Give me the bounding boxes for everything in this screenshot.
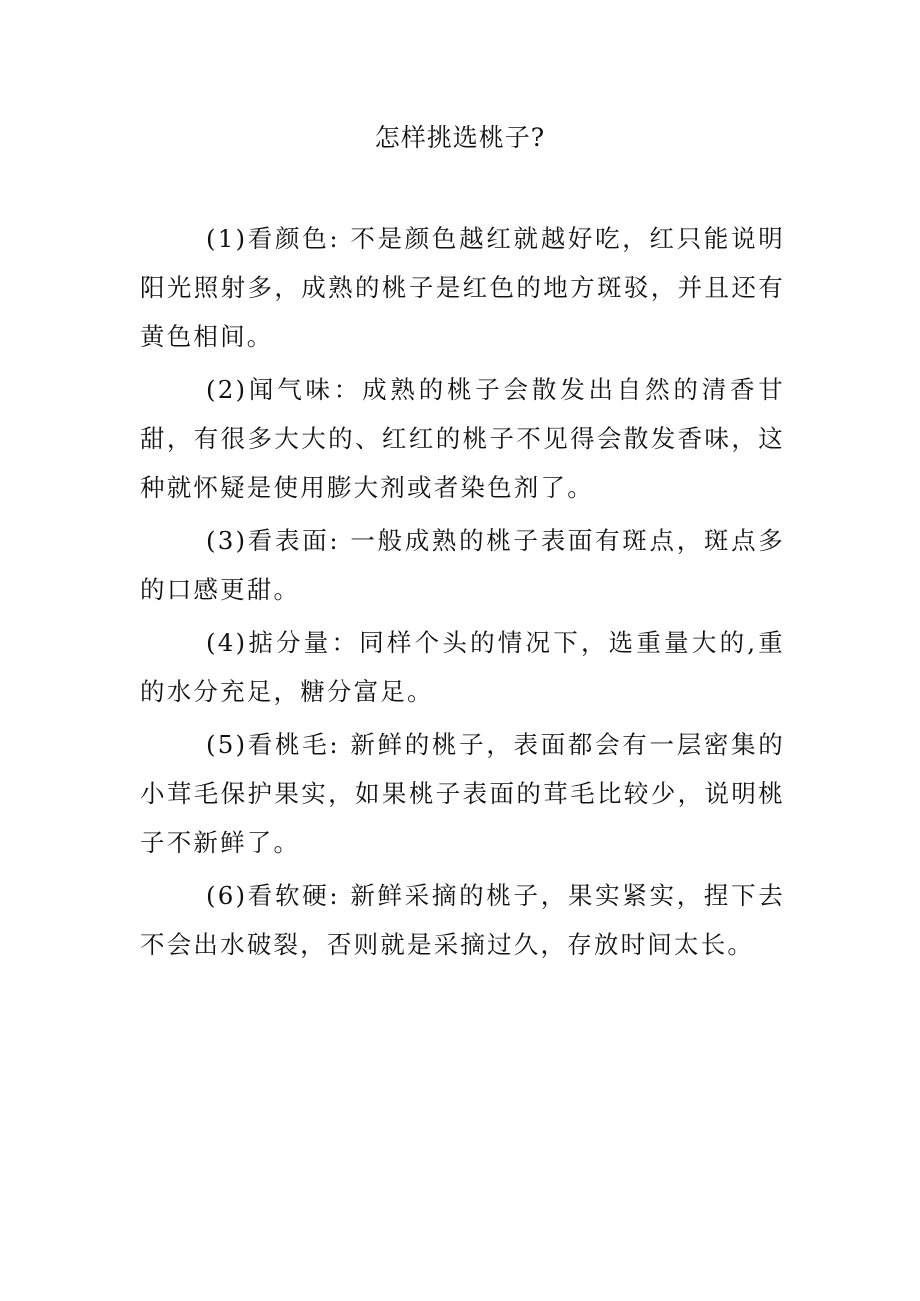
document-body bbox=[140, 214, 785, 973]
paragraph-smell: (2)闻气味：成熟的桃子会散发出自然的清香甘甜，有很多大大的、红红的桃子不见得会散发香味，这种就怀疑是使用膨大剂或者染色剂了。 bbox=[140, 375, 785, 502]
paragraph-surface: (3)看表面: 一般成熟的桃子表面有斑点，斑点多的口感更甜。 bbox=[140, 526, 785, 604]
paragraph-fuzz: (5)看桃毛: 新鲜的桃子，表面都会有一层密集的小茸毛保护果实，如果桃子表面的茸毛比较少，说明桃子不新鲜了。 bbox=[140, 730, 785, 857]
paragraph-firmness: (6)看软硬: 新鲜采摘的桃子，果实紧实，捏下去不会出水破裂，否则就是采摘过久，存放时间太长。 bbox=[140, 881, 785, 959]
document-title: 怎样挑选桃子? bbox=[374, 123, 546, 152]
paragraph-color: (1)看颜色: 不是颜色越红就越好吃，红只能说明阳光照射多，成熟的桃子是红色的地方斑驳，并且还有黄色相间。 bbox=[140, 224, 785, 351]
paragraph-weight: (4)掂分量：同样个头的情况下，选重量大的,重的水分充足，糖分富足。 bbox=[140, 628, 785, 706]
